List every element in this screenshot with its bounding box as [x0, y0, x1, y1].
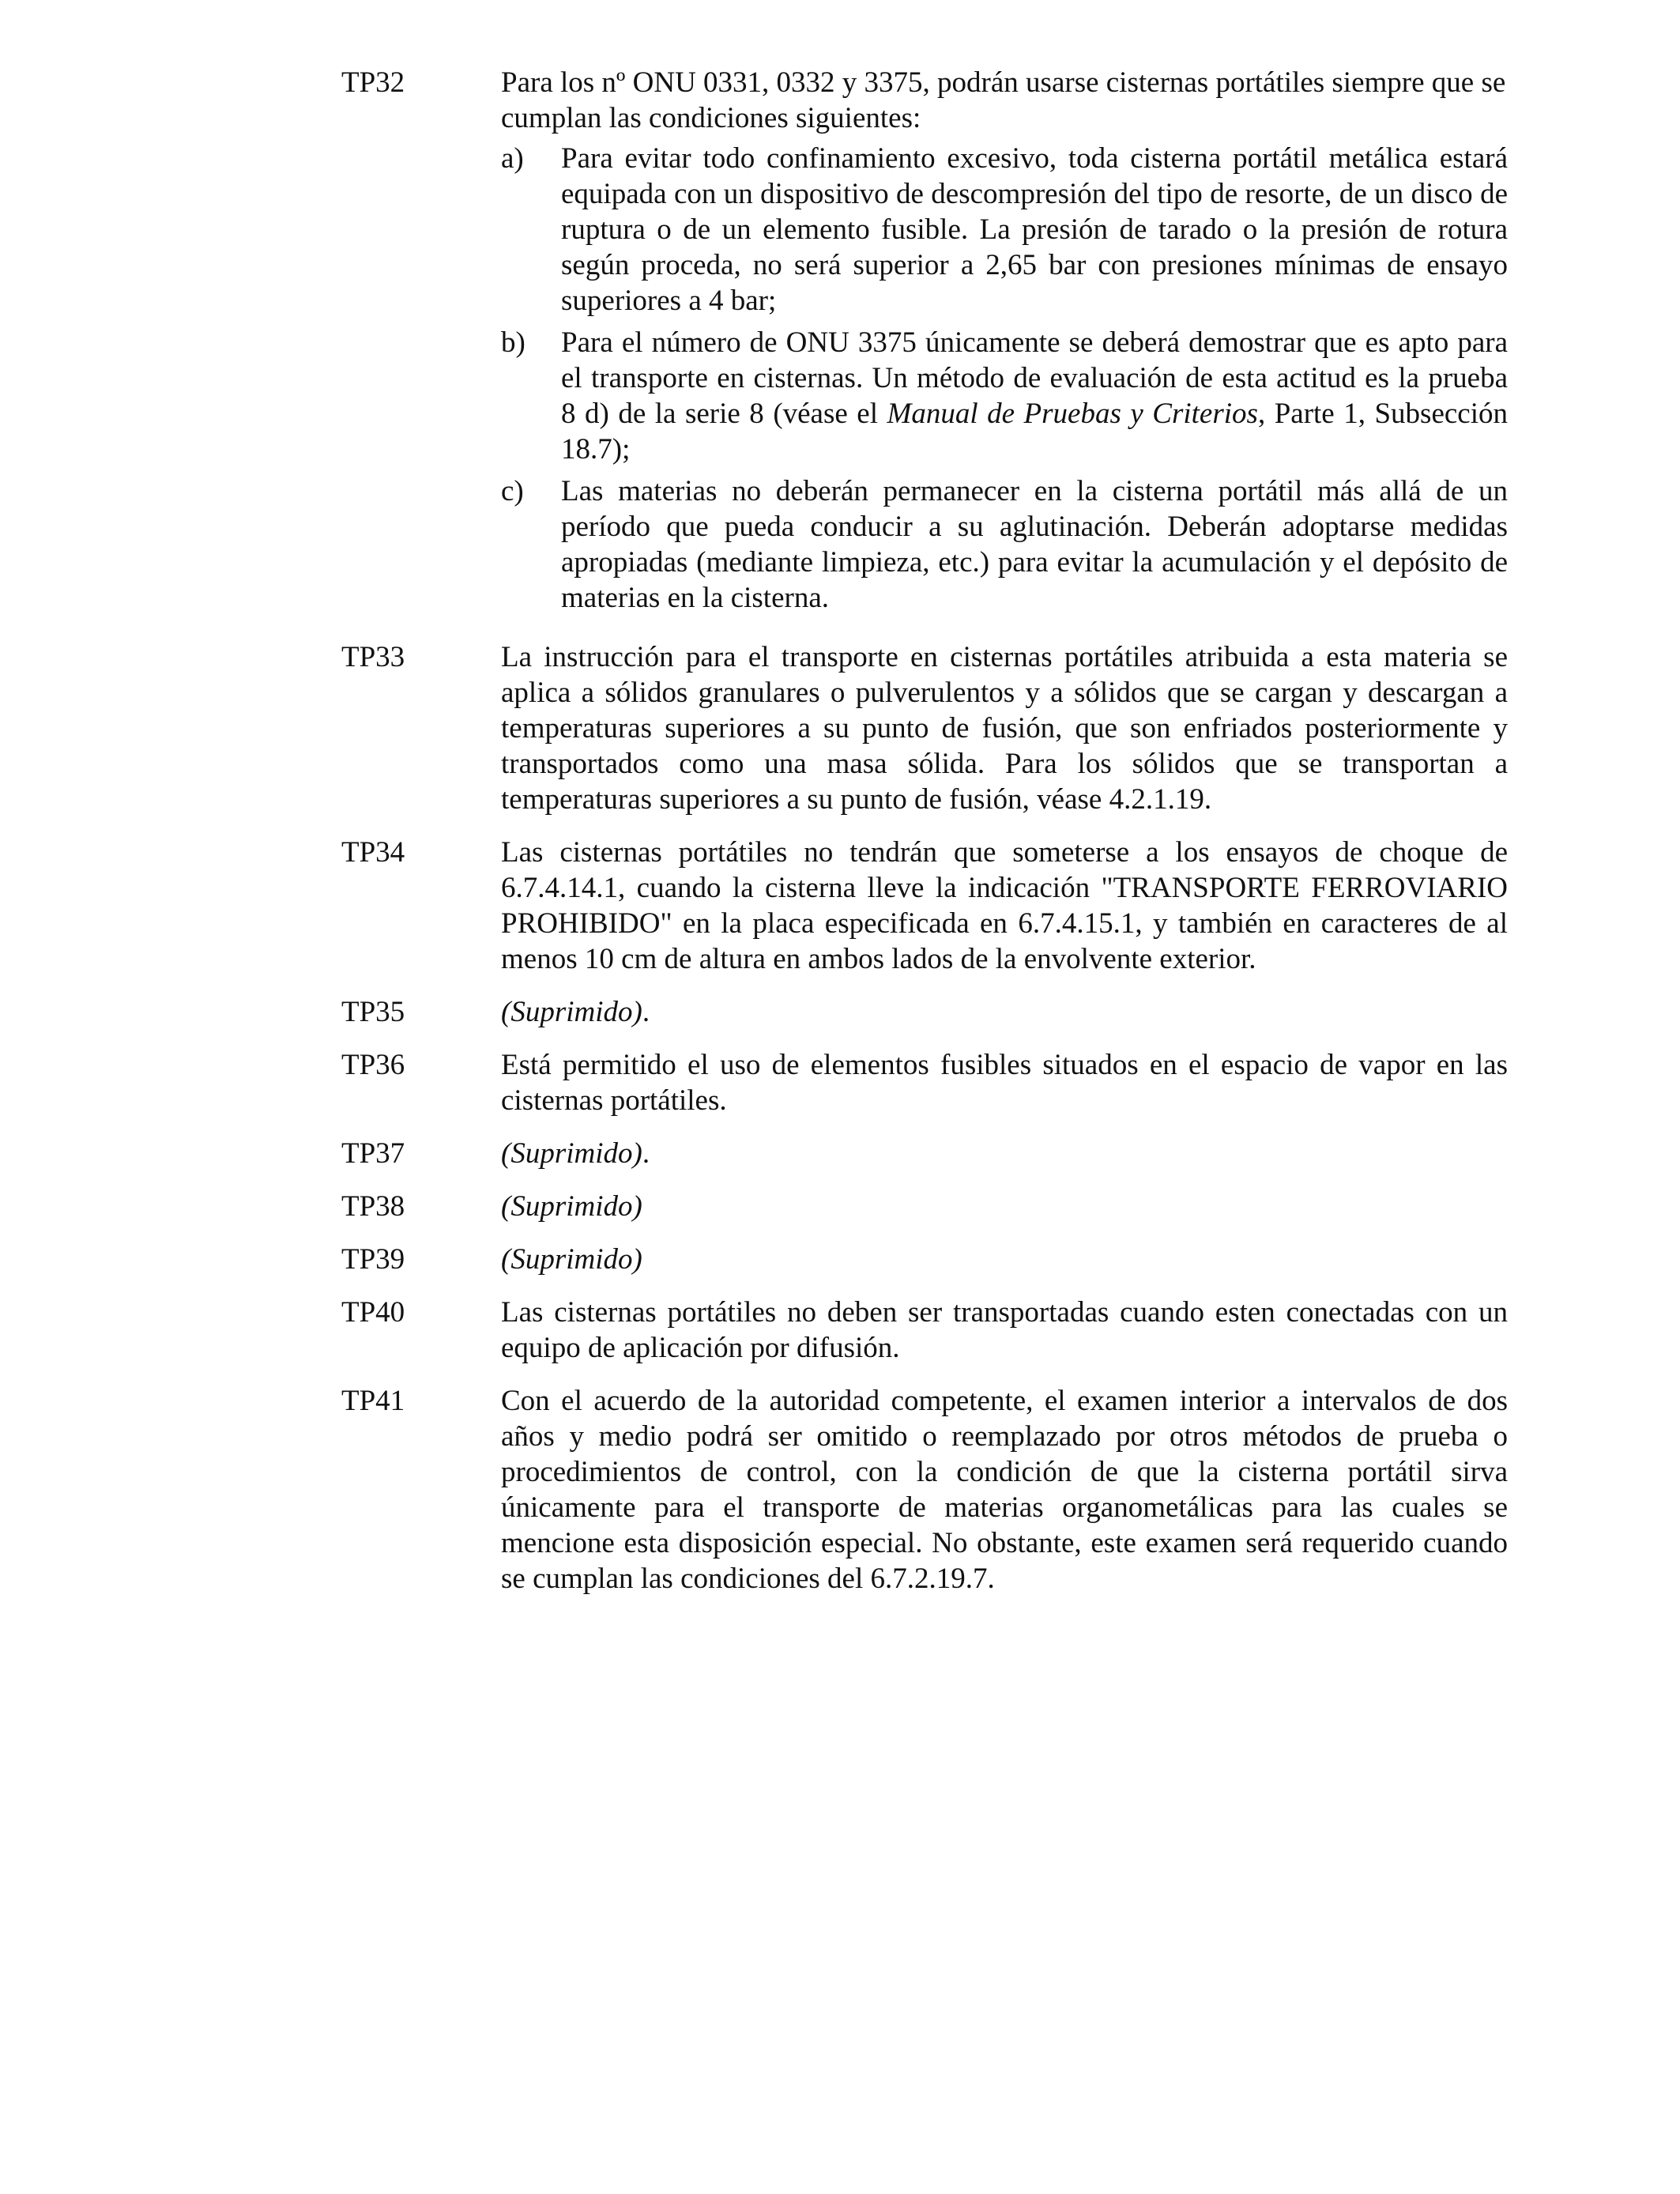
provision-body: [501, 1383, 1508, 1596]
provision-intro: Para los nº ONU 0331, 0332 y 3375, podrán usarse cisternas portátiles siempre que se cumplan las condiciones siguientes:: [501, 66, 1506, 134]
provision-text: La instrucción para el transporte en cisternas portátiles atribuida a esta materia se aplica a sólidos granulares o pulverulentos y a sólidos que se cargan y descargan a temperaturas superiores a su punto de fusión, que son enfriados posteriormente y transportados como una masa sólida. Para los sólidos que se transportan a temperaturas superiores a su punto de fusión, véase 4.2.1.19.: [501, 641, 1508, 816]
provision-body: [501, 1189, 1508, 1224]
condition-list: [501, 141, 1508, 616]
condition-text-after: , Parte 1, Subsección 18.7);: [561, 398, 1508, 466]
condition-item-a: [501, 141, 1508, 319]
condition-text: [561, 325, 1508, 467]
provision-body: [501, 835, 1508, 977]
condition-item-b: [501, 325, 1508, 467]
deleted-note: (Suprimido): [501, 1190, 642, 1223]
provision-tp32: [341, 65, 1508, 622]
condition-label: b): [501, 326, 525, 359]
provision-tp37: [341, 1136, 1508, 1171]
manual-title-reference: Manual de Pruebas y Criterios: [887, 398, 1258, 430]
provision-code: TP36: [341, 1049, 405, 1081]
note-suffix: .: [642, 1137, 650, 1170]
provision-tp36: [341, 1047, 1508, 1118]
provision-code: TP32: [341, 66, 405, 99]
document-page: [341, 65, 1508, 1614]
provision-text: Las cisternas portátiles no deben ser transportadas cuando esten conectadas con un equipo de aplicación por difusión.: [501, 1296, 1508, 1364]
provision-body: [501, 1295, 1508, 1366]
provision-tp38: [341, 1189, 1508, 1224]
provision-tp33: [341, 639, 1508, 817]
provision-body: [501, 65, 1508, 622]
provision-text: Está permitido el uso de elementos fusibles situados en el espacio de vapor en las cisternas portátiles.: [501, 1049, 1508, 1117]
provision-tp39: [341, 1242, 1508, 1277]
condition-label: c): [501, 475, 524, 507]
deleted-note: (Suprimido): [501, 996, 642, 1028]
provision-tp34: [341, 835, 1508, 977]
provision-tp40: [341, 1295, 1508, 1366]
provision-text: [501, 1242, 1508, 1277]
provision-code: TP37: [341, 1137, 405, 1170]
provision-code: TP39: [341, 1243, 405, 1276]
provision-body: [501, 994, 1508, 1030]
provision-body: [501, 1136, 1508, 1171]
deleted-note: (Suprimido): [501, 1243, 642, 1276]
provision-text: [501, 994, 1508, 1030]
provision-code: TP41: [341, 1385, 405, 1417]
provision-tp35: [341, 994, 1508, 1030]
note-suffix: .: [642, 996, 650, 1028]
provision-text: Con el acuerdo de la autoridad competente, el examen interior a intervalos de dos años y medio podrá ser omitido o reemplazado por otros métodos de prueba o procedimientos de control, con la condición de que la cisterna portátil sirva únicamente para el transporte de materias organometálicas para las cuales se mencione esta disposición especial. No obstante, este examen será requerido cuando se cumplan las condiciones del 6.7.2.19.7.: [501, 1385, 1508, 1595]
provision-body: [501, 1242, 1508, 1277]
condition-label: a): [501, 142, 524, 175]
provision-tp41: [341, 1383, 1508, 1596]
provision-code: TP38: [341, 1190, 405, 1223]
provision-text: Las cisternas portátiles no tendrán que someterse a los ensayos de choque de 6.7.4.14.1, cuando la cisterna lleve la indicación "TRANSPORTE FERROVIARIO PROHIBIDO" en la placa especificada en 6.7.4.15.1, y también en caracteres de al menos 10 cm de altura en ambos lados de la envolvente exterior.: [501, 836, 1508, 975]
provision-body: [501, 639, 1508, 817]
provision-code: TP33: [341, 641, 405, 673]
provision-code: TP40: [341, 1296, 405, 1329]
deleted-note: (Suprimido): [501, 1137, 642, 1170]
condition-text: Las materias no deberán permanecer en la cisterna portátil más allá de un período que pueda conducir a su aglutinación. Deberán adoptarse medidas apropiadas (mediante limpieza, etc.) para evitar la acumulación y el depósito de materias en la cisterna.: [561, 475, 1508, 614]
provision-body: [501, 1047, 1508, 1118]
condition-text: Para evitar todo confinamiento excesivo, toda cisterna portátil metálica estará equipada con un dispositivo de descompresión del tipo de resorte, de un disco de ruptura o de un elemento fusible. La presión de tarado o la presión de rotura según proceda, no será superior a 2,65 bar con presiones mínimas de ensayo superiores a 4 bar;: [561, 142, 1508, 317]
provision-code: TP35: [341, 996, 405, 1028]
condition-item-c: [501, 473, 1508, 616]
provision-text: [501, 1189, 1508, 1224]
provision-text: [501, 1136, 1508, 1171]
provision-code: TP34: [341, 836, 405, 869]
condition-text-before: Para el número de ONU 3375 únicamente se deberá demostrar que es apto para el transporte en cisternas. Un método de evaluación de esta actitud es la prueba 8 d) de la serie 8 (véase el: [561, 326, 1508, 430]
